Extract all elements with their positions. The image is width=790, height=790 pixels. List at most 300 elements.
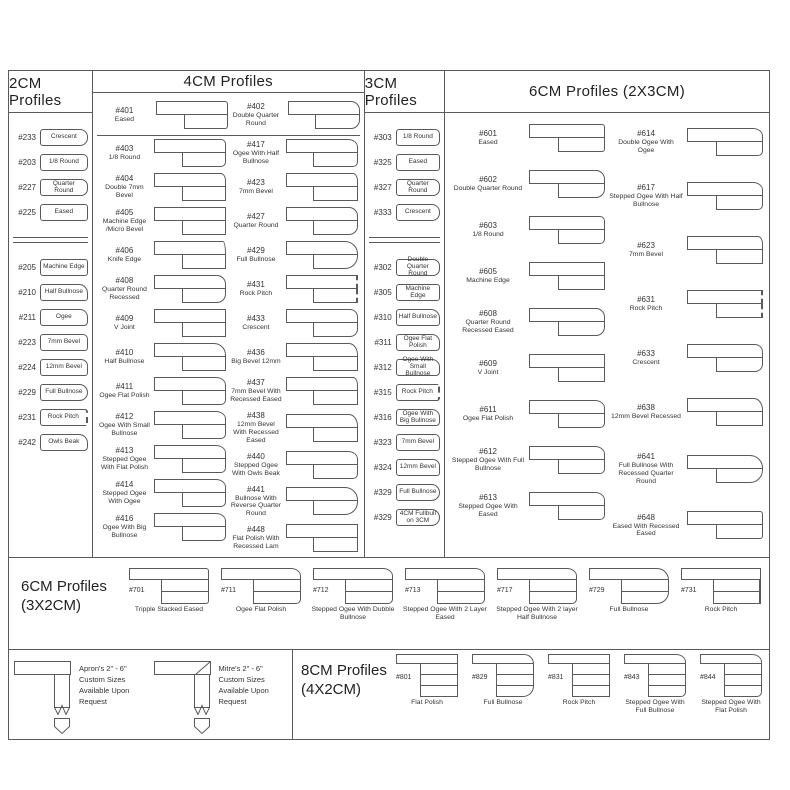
profile-drawing — [313, 568, 393, 604]
profile-item — [99, 207, 227, 235]
profile-drawing — [154, 479, 226, 507]
profile-item — [541, 652, 617, 739]
profile-label: Stepped Ogee With Ogee — [102, 490, 147, 506]
section-6cm-3x2 — [8, 558, 770, 650]
profile-label: Stepped Ogee With Flat Polish — [100, 456, 149, 472]
profile-number: #329 — [373, 513, 392, 522]
profile-item — [609, 452, 763, 485]
profile-drawing — [687, 128, 763, 156]
profile-number: #427 — [247, 212, 265, 222]
profile-number: #203 — [18, 158, 36, 167]
profile-number: #608 — [479, 309, 497, 319]
profile-number: #409 — [115, 314, 134, 324]
profile-drawing — [700, 654, 762, 697]
profile-item — [369, 154, 440, 171]
profile-drawing — [40, 334, 88, 351]
profile-number: #448 — [247, 525, 265, 535]
profile-number: #411 — [115, 382, 134, 392]
profile-label: 7mm Bevel — [238, 188, 273, 196]
profile-drawing — [396, 179, 440, 196]
profile-number: #402 — [247, 102, 265, 112]
profile-number: #713 — [405, 587, 421, 594]
section-4cm — [92, 71, 364, 557]
profile-drawing — [40, 154, 88, 171]
profile-drawing — [129, 568, 209, 604]
profile-label: Rock Pitch — [47, 413, 79, 421]
profile-label: Rock Pitch — [704, 606, 738, 613]
profile-number: #231 — [18, 413, 36, 422]
profile-label: Eased With Recessed Eased — [612, 522, 680, 538]
profile-item — [617, 652, 693, 739]
profile-drawing — [681, 568, 761, 604]
profile-label: Full Bullnose — [236, 256, 276, 264]
profile-item — [13, 129, 88, 146]
profile-item — [123, 564, 215, 643]
profile-item — [13, 334, 88, 351]
profile-label: Eased — [114, 116, 135, 124]
profile-item — [609, 290, 763, 318]
section-6cm-3x2-title: 6CM Profiles (3X2CM) — [21, 578, 107, 614]
profile-label: Crescent — [50, 133, 77, 141]
profile-label: Half Bullnose — [398, 313, 437, 321]
profile-drawing — [405, 568, 485, 604]
profile-item — [230, 485, 358, 518]
profile-number: #302 — [373, 263, 392, 272]
profile-column — [607, 115, 765, 555]
profile-number: #223 — [18, 338, 36, 347]
profile-row — [123, 564, 767, 643]
section-2cm-title: 2CM Profiles — [9, 71, 92, 113]
profile-label: Stepped Ogee With 2 Layer Eased — [403, 606, 487, 621]
profile-label: Stepped Ogee With Eased — [458, 503, 518, 518]
profile-drawing — [529, 216, 605, 244]
profile-number: #311 — [374, 338, 392, 347]
profile-label: Ogee With Small Bullnose — [98, 422, 150, 438]
profile-label: Machine Edge /Micro Bevel — [102, 218, 147, 234]
profile-item — [230, 139, 358, 167]
profile-item — [369, 509, 440, 526]
profile-item — [97, 101, 229, 129]
profile-drawing — [154, 411, 226, 439]
profile-label: Double Quarter Round — [232, 112, 280, 128]
profile-label: Ogee Flat Polish — [99, 392, 150, 400]
profile-drawing — [396, 459, 440, 476]
main-profile-table — [8, 70, 770, 558]
profile-number: #711 — [221, 587, 237, 594]
apron-block — [11, 654, 151, 735]
profile-label: Bullnose With Reverse Quarter Round — [230, 494, 282, 518]
profile-label: Stepped Ogee With Flat Polish — [701, 699, 761, 714]
profile-label: Crescent — [404, 208, 431, 216]
profile-column — [228, 136, 360, 555]
profile-drawing — [286, 275, 358, 303]
profile-label: 7mm Bevel — [47, 338, 81, 346]
profile-number: #429 — [247, 246, 265, 256]
profile-number: #617 — [637, 183, 655, 193]
profile-item — [389, 652, 465, 739]
profile-label: Ogee Flat Polish — [403, 334, 433, 349]
profile-drawing — [286, 487, 358, 515]
profile-label: Full Bullnose With Recessed Quarter Round — [618, 462, 674, 485]
profile-label: Ogee With Big Bullnose — [399, 409, 436, 424]
profile-drawing — [40, 284, 88, 301]
profile-drawing — [497, 568, 577, 604]
profile-label: Ogee Flat Polish — [235, 606, 287, 613]
profile-item — [451, 262, 605, 290]
profile-drawing — [529, 446, 605, 474]
profile-drawing — [286, 241, 358, 269]
profile-label: Stepped Ogee With Half Bullnose — [609, 193, 683, 208]
profile-number: #410 — [115, 348, 134, 358]
profile-drawing — [40, 384, 88, 401]
profile-drawing — [286, 414, 358, 442]
profile-number: #623 — [637, 241, 655, 251]
profile-item — [13, 309, 88, 326]
profile-item — [369, 179, 440, 196]
profile-item — [230, 241, 358, 269]
profile-item — [99, 513, 227, 541]
profile-item — [369, 309, 440, 326]
profile-drawing — [529, 492, 605, 520]
profile-item — [451, 492, 605, 520]
section-4cm-title: 4CM Profiles — [93, 71, 364, 93]
profile-item — [230, 173, 358, 201]
profile-item — [99, 275, 227, 303]
profile-label: Full Bullnose — [609, 606, 649, 613]
profile-item — [491, 564, 583, 643]
profile-item — [609, 182, 763, 210]
profile-item — [99, 173, 227, 201]
profile-item — [13, 384, 88, 401]
profile-drawing — [286, 524, 358, 552]
profile-label: 1/8 Round — [472, 231, 504, 239]
section-3cm-title: 3CM Profiles — [365, 71, 444, 113]
profile-item — [609, 398, 763, 426]
profile-label: 12mm Bevel Recessed — [611, 413, 681, 421]
profile-label: 12mm Bevel — [45, 363, 82, 371]
profile-drawing — [396, 409, 440, 426]
profile-drawing — [396, 384, 440, 401]
mitre-note: Mitre's 2" - 6" Custom Sizes Available Upon Request — [218, 664, 269, 706]
profile-number: #316 — [373, 413, 392, 422]
profile-drawing — [154, 139, 226, 167]
profile-item — [451, 170, 605, 198]
profile-number: #210 — [18, 288, 36, 297]
profile-item — [369, 384, 440, 401]
profile-drawing — [286, 139, 358, 167]
profile-item — [451, 216, 605, 244]
profile-item — [13, 259, 88, 276]
profile-item — [230, 377, 358, 405]
profile-item — [693, 652, 769, 739]
profile-label: Double Quarter Round — [453, 185, 523, 193]
profile-drawing — [154, 173, 226, 201]
profile-drawing — [396, 204, 440, 221]
profile-drawing — [154, 207, 226, 235]
profile-label: 4CM Fullbull on 3CM — [399, 509, 436, 524]
section-6cm-2x3-title: 6CM Profiles (2X3CM) — [445, 71, 769, 113]
profile-label: Rock Pitch — [239, 290, 273, 298]
profile-number: #242 — [18, 438, 36, 447]
profile-drawing — [396, 284, 440, 301]
profile-drawing — [286, 309, 358, 337]
profile-item — [369, 204, 440, 221]
profile-item — [675, 564, 767, 643]
profile-label: 1/8 Round — [108, 154, 141, 162]
profile-number: #437 — [247, 378, 265, 388]
profile-number: #613 — [479, 493, 497, 503]
profile-label: Rock Pitch — [562, 699, 596, 706]
profile-number: #801 — [396, 674, 412, 681]
profile-label: Quarter Round — [233, 222, 279, 230]
profile-label: 1/8 Round — [402, 133, 433, 141]
profile-label: Full Bullnose — [483, 699, 523, 706]
profile-label: Machine Edge — [43, 263, 85, 271]
profile-number: #325 — [373, 158, 392, 167]
profile-drawing — [286, 377, 358, 405]
profile-number: #312 — [373, 363, 392, 372]
profile-item — [99, 309, 227, 337]
profile-number: #423 — [247, 178, 265, 188]
profile-item — [230, 343, 358, 371]
profile-drawing — [286, 343, 358, 371]
profile-label: Stepped Ogee With Full Bullnose — [451, 457, 525, 472]
profile-drawing — [529, 262, 605, 290]
profile-row — [389, 650, 769, 739]
profile-item — [13, 179, 88, 196]
profile-drawing — [687, 344, 763, 372]
profile-item — [13, 284, 88, 301]
profile-drawing — [154, 513, 226, 541]
profile-item — [13, 154, 88, 171]
profile-label: 12mm Bevel With Recessed Eased — [233, 421, 279, 444]
profile-label: Full Bullnose — [45, 388, 83, 396]
profile-row — [97, 95, 360, 136]
profile-item — [369, 434, 440, 451]
profile-label: Crescent — [632, 359, 660, 367]
profile-item — [99, 343, 227, 371]
profile-number: #829 — [472, 674, 488, 681]
profile-drawing — [548, 654, 610, 697]
profile-number: #641 — [637, 452, 655, 461]
profile-item — [230, 411, 358, 444]
profile-item — [230, 275, 358, 303]
profile-item — [99, 445, 227, 473]
section-3cm — [364, 71, 444, 557]
profile-drawing — [221, 568, 301, 604]
profile-label: Eased — [408, 158, 428, 166]
profile-drawing — [40, 409, 88, 426]
profile-label: Eased — [54, 208, 74, 216]
profile-label: Stepped Ogee With Dubble Bullnose — [311, 606, 395, 621]
profile-drawing — [154, 241, 226, 269]
profile-number: #327 — [373, 183, 392, 192]
profile-number: #717 — [497, 587, 513, 594]
profile-number: #441 — [247, 484, 265, 494]
profile-drawing — [286, 173, 358, 201]
profile-drawing — [288, 101, 360, 129]
profile-item — [99, 241, 227, 269]
profile-label: Double Ogee With Ogee — [618, 139, 674, 154]
profile-drawing — [687, 398, 763, 426]
custom-sizes-area — [9, 650, 293, 739]
profile-number: #601 — [479, 129, 497, 139]
profile-number: #303 — [373, 133, 392, 142]
profile-drawing — [396, 484, 440, 501]
apron-drawing — [13, 656, 79, 736]
profile-label: Ogee With Half Bullnose — [232, 150, 279, 166]
profile-label: Quarter Round Recessed Eased — [462, 319, 514, 334]
profile-label: Quarter Round — [52, 179, 75, 194]
profile-number: #701 — [129, 587, 145, 594]
profile-number: #323 — [373, 438, 392, 447]
profile-number: #405 — [115, 208, 134, 218]
profile-number: #603 — [479, 221, 497, 231]
profile-item — [99, 377, 227, 405]
profile-item — [369, 409, 440, 426]
profile-number: #211 — [18, 313, 36, 322]
profile-number: #440 — [247, 451, 265, 461]
profile-item — [583, 564, 675, 643]
profile-drawing — [154, 309, 226, 337]
profile-number: #401 — [115, 106, 134, 116]
profile-number: #229 — [18, 388, 36, 397]
profile-drawing — [396, 434, 440, 451]
profile-number: #414 — [115, 480, 134, 490]
profile-drawing — [286, 451, 358, 479]
profile-drawing — [529, 170, 605, 198]
profile-number: #712 — [313, 587, 329, 594]
profile-number: #404 — [115, 174, 134, 184]
profile-item — [307, 564, 399, 643]
profile-number: #631 — [637, 295, 655, 305]
profile-label: Ogee — [55, 313, 72, 321]
profile-drawing — [40, 309, 88, 326]
profile-number: #436 — [247, 348, 265, 358]
profile-number: #333 — [373, 208, 392, 217]
profile-number: #844 — [700, 674, 716, 681]
profile-drawing — [156, 101, 228, 129]
profile-label: Crescent — [242, 324, 270, 332]
profile-item — [13, 359, 88, 376]
profile-number: #611 — [479, 405, 497, 415]
profile-group — [13, 115, 88, 238]
profile-label: Double Quarter Round — [406, 256, 429, 277]
profile-drawing — [396, 309, 440, 326]
profile-drawing — [154, 275, 226, 303]
profile-drawing — [40, 129, 88, 146]
mitre-block — [151, 654, 291, 735]
section-2cm — [9, 71, 92, 557]
profile-label: Ogee Flat Polish — [462, 415, 514, 423]
profile-drawing — [396, 654, 458, 697]
profile-drawing — [687, 511, 763, 539]
profile-drawing — [154, 377, 226, 405]
profile-item — [609, 128, 763, 156]
profile-item — [369, 334, 440, 351]
profile-item — [451, 124, 605, 152]
profile-label: 7mm Bevel With Recessed Eased — [230, 388, 282, 404]
profile-group — [369, 115, 440, 238]
profile-column — [449, 115, 607, 555]
profile-number: #329 — [373, 488, 392, 497]
profile-number: #433 — [247, 314, 265, 324]
profile-label: 7mm Bevel — [401, 438, 435, 446]
profile-drawing — [40, 204, 88, 221]
profile-number: #224 — [18, 363, 36, 372]
profile-drawing — [40, 179, 88, 196]
profile-label: 1/8 Round — [48, 158, 79, 166]
profile-label: Machine Edge — [466, 277, 510, 285]
profile-item — [13, 434, 88, 451]
profile-drawing — [589, 568, 669, 604]
profile-drawing — [529, 308, 605, 336]
profile-number: #431 — [247, 280, 265, 290]
profile-label: 7mm Bevel — [629, 251, 663, 259]
profile-item — [451, 308, 605, 336]
profile-label: Eased — [478, 139, 498, 147]
profile-number: #225 — [18, 208, 36, 217]
section-8cm-title: 8CM Profiles (4X2CM) — [301, 662, 387, 698]
profile-item — [399, 564, 491, 643]
profile-label: Rock Pitch — [401, 388, 433, 396]
profile-drawing — [687, 182, 763, 210]
profile-label: Stepped Ogee With Full Bullnose — [625, 699, 685, 714]
profile-item — [451, 354, 605, 382]
profile-label: Machine Edge — [405, 284, 431, 299]
profile-item — [609, 511, 763, 539]
profile-label: Quarter Round Recessed — [101, 286, 147, 302]
profile-label: Ogee With Small Bullnose — [402, 356, 434, 377]
profile-drawing — [154, 445, 226, 473]
profile-item — [369, 484, 440, 501]
profile-drawing — [529, 400, 605, 428]
profile-item — [369, 256, 440, 277]
profile-number: #602 — [479, 175, 497, 185]
profile-drawing — [154, 343, 226, 371]
profile-drawing — [396, 129, 440, 146]
profile-number: #609 — [479, 359, 497, 369]
profile-item — [369, 284, 440, 301]
profile-drawing — [687, 236, 763, 264]
profile-label: Flat Polish With Recessed Lam — [232, 535, 280, 550]
profile-item — [451, 400, 605, 428]
profile-drawing — [396, 356, 440, 377]
profile-number: #416 — [115, 514, 134, 524]
profile-column — [97, 136, 229, 555]
profile-label: Big Bevel 12mm — [231, 358, 281, 366]
profiles-catalog-sheet — [8, 70, 770, 740]
profile-group — [13, 242, 88, 465]
profile-number: #729 — [589, 587, 605, 594]
profile-item — [230, 524, 358, 552]
profile-number: #315 — [373, 388, 392, 397]
profile-number: #406 — [115, 246, 134, 256]
profile-group — [369, 242, 440, 540]
profile-number: #843 — [624, 674, 640, 681]
profile-drawing — [396, 256, 440, 277]
profile-label: Double 7mm Bevel — [105, 184, 144, 200]
section-6cm-2x3 — [444, 71, 769, 557]
profile-label: Knife Edge — [107, 256, 142, 264]
profile-label: V Joint — [114, 324, 135, 332]
profile-drawing — [40, 259, 88, 276]
profile-number: #638 — [637, 403, 655, 413]
profile-number: #605 — [479, 267, 497, 277]
profile-item — [13, 204, 88, 221]
mitre-drawing — [153, 656, 219, 736]
profile-number: #408 — [115, 276, 134, 286]
